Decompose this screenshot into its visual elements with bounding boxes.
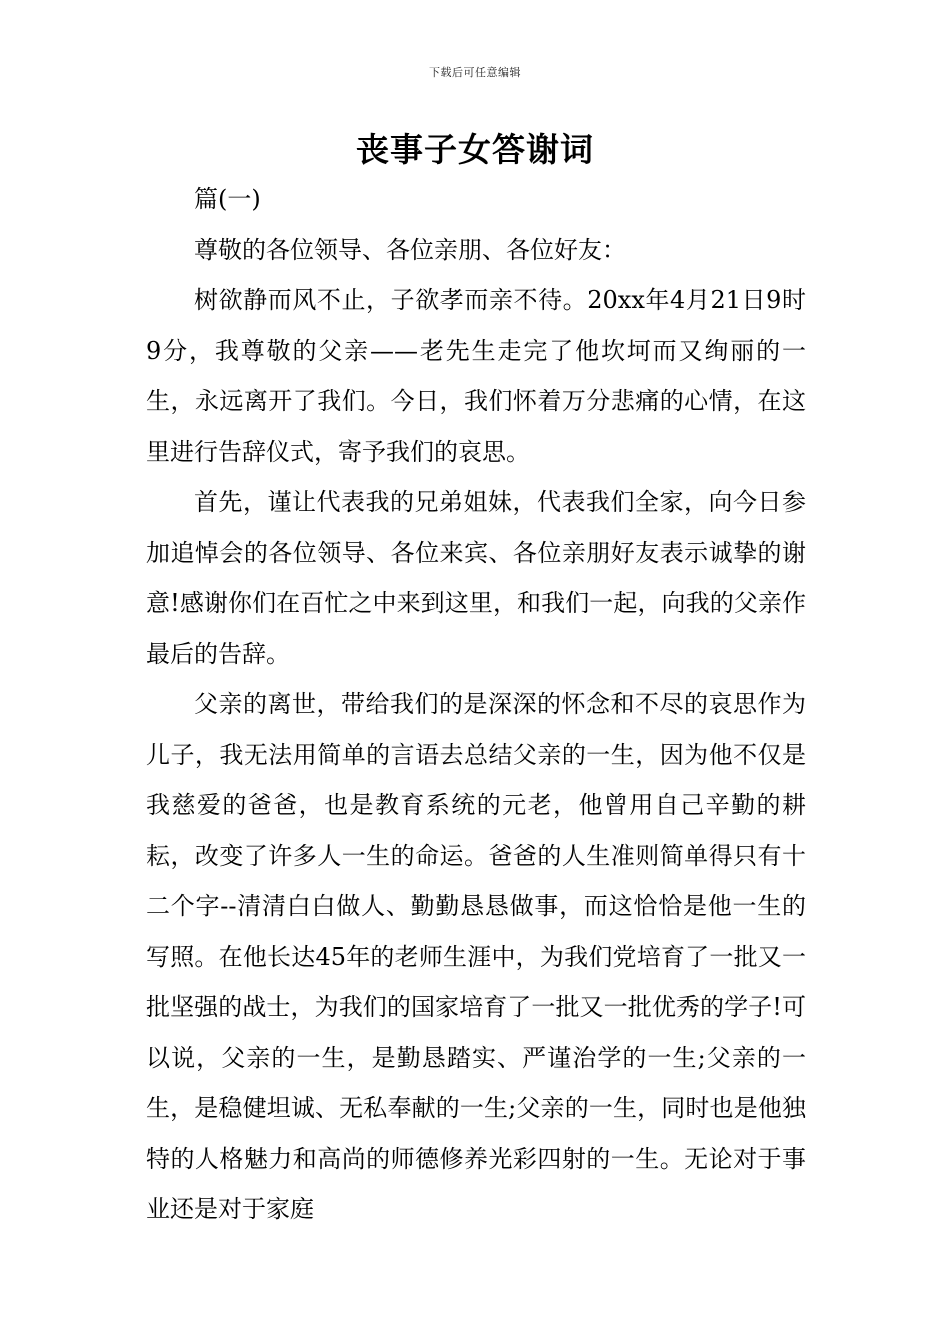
- paragraph: 树欲静而风不止，子欲孝而亲不待。20xx年4月21日9时9分，我尊敬的父亲——老先生走完了他坎坷而又绚丽的一生，永远离开了我们。今日，我们怀着万分悲痛的心情，在这里进行告辞仪式，寄予我们的哀思。: [146, 286, 806, 466]
- header-note: 下载后可任意编辑: [429, 66, 521, 79]
- salutation: 尊敬的各位领导、各位亲朋、各位好友：: [194, 235, 626, 264]
- section-label: 篇(一): [194, 185, 261, 213]
- document-body: [146, 174, 806, 1235]
- paragraph: 首先，谨让代表我的兄弟姐妹，代表我们全家，向今日参加追悼会的各位领导、各位来宾、各位亲朋好友表示诚挚的谢意!感谢你们在百忙之中来到这里，和我们一起，向我的父亲作最后的告辞。: [146, 488, 806, 668]
- paragraph: 父亲的离世，带给我们的是深深的怀念和不尽的哀思作为儿子，我无法用简单的言语去总结父亲的一生，因为他不仅是我慈爱的爸爸，也是教育系统的元老，他曾用自己辛勤的耕耘，改变了许多人一生的命运。爸爸的人生准则简单得只有十二个字--清清白白做人、勤勤恳恳做事，而这恰恰是他一生的写照。在他长达45年的老师生涯中，为我们党培育了一批又一批坚强的战士，为我们的国家培育了一批又一批优秀的学子!可以说，父亲的一生，是勤恳踏实、严谨治学的一生;父亲的一生，是稳健坦诚、无私奉献的一生;父亲的一生，同时也是他独特的人格魅力和高尚的师德修养光彩四射的一生。无论对于事业还是对于家庭: [146, 690, 806, 1223]
- document-title: 丧事子女答谢词: [356, 130, 594, 169]
